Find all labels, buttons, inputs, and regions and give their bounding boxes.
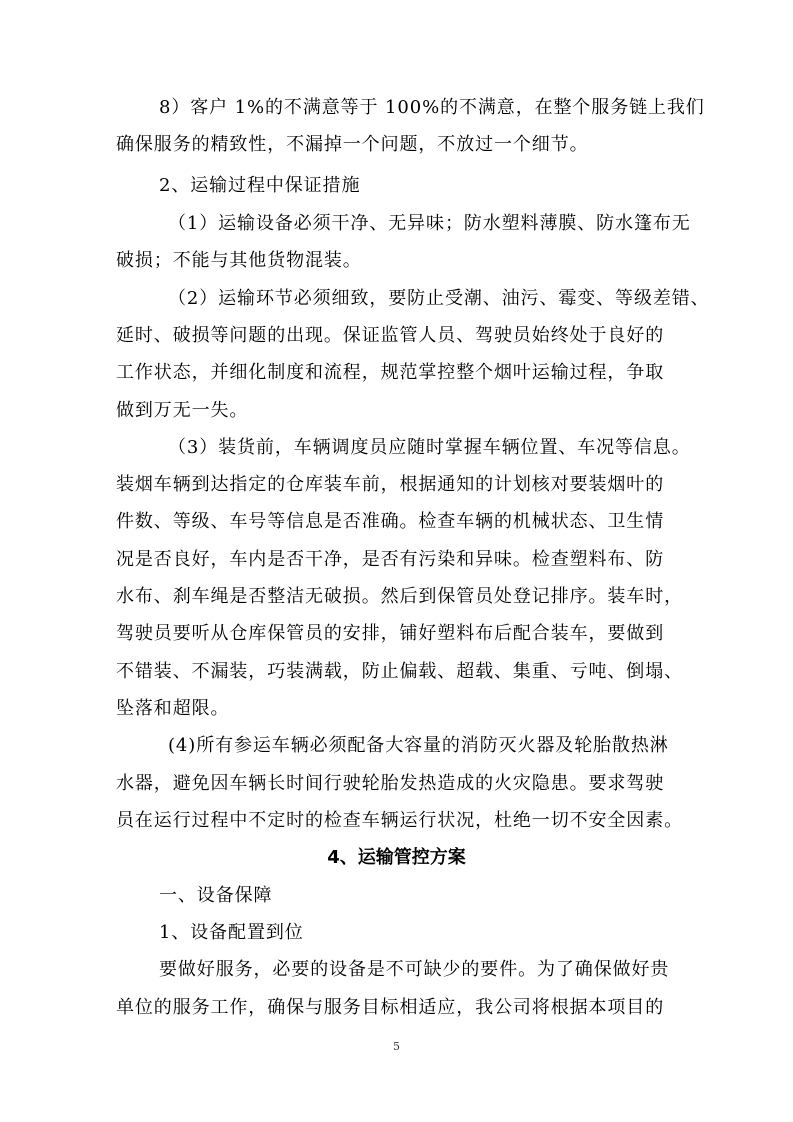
measure3-line-6: 驾驶员要听从仓库保管员的安排，铺好塑料布后配合装车，要做到 bbox=[116, 623, 665, 644]
item8-line-1: 8）客户 1%的不满意等于 100%的不满意，在整个服务链上我们 bbox=[159, 97, 705, 118]
page-number: 5 bbox=[393, 1040, 400, 1053]
measure1-line-2: 破损；不能与其他货物混装。 bbox=[116, 250, 362, 271]
measure4-line-3: 员在运行过程中不定时的检查车辆运行状况，杜绝一切不安全因素。 bbox=[116, 810, 683, 831]
section-heading-4: 4、运输管控方案 bbox=[327, 847, 466, 868]
sub1-title: 1、设备配置到位 bbox=[159, 922, 304, 943]
measure2-line-3: 工作状态，并细化制度和流程，规范掌控整个烟叶运输过程，争取 bbox=[116, 362, 665, 383]
measure3-line-7: 不错装、不漏装，巧装满载，防止偏载、超载、集重、亏吨、倒塌、 bbox=[116, 661, 683, 682]
measure2-line-2: 延时、破损等问题的出现。保证监管人员、驾驶员始终处于良好的 bbox=[116, 325, 665, 346]
measure3-line-3: 件数、等级、车号等信息是否准确。检查车辆的机械状态、卫生情 bbox=[116, 511, 665, 532]
measure2-line-1: （2）运输环节必须细致，要防止受潮、油污、霉变、等级差错、 bbox=[168, 288, 710, 309]
measure1-line-1: （1）运输设备必须干净、无异味；防水塑料薄膜、防水篷布无 bbox=[168, 213, 691, 234]
measure3-line-1: （3）装货前，车辆调度员应随时掌握车辆位置、车况等信息。 bbox=[168, 437, 691, 458]
item8-line-2: 确保服务的精致性，不漏掉一个问题，不放过一个细节。 bbox=[116, 134, 589, 155]
paragraph-line-2: 单位的服务工作，确保与服务目标相适应，我公司将根据本项目的 bbox=[116, 997, 665, 1018]
measure4-line-2: 水器，避免因车辆长时间行驶轮胎发热造成的火灾隐患。要求驾驶 bbox=[116, 773, 665, 794]
measure3-line-8: 坠落和超限。 bbox=[116, 698, 230, 719]
measure2-line-4: 做到万无一失。 bbox=[116, 400, 249, 421]
measure3-line-2: 装烟车辆到达指定的仓库装车前，根据通知的计划核对要装烟叶的 bbox=[116, 474, 665, 495]
measure4-line-1: (4)所有参运车辆必须配备大容量的消防灭火器及轮胎散热淋 bbox=[168, 735, 669, 756]
paragraph-line-1: 要做好服务，必要的设备是不可缺少的要件。为了确保做好贵 bbox=[159, 959, 670, 980]
part1-title: 一、设备保障 bbox=[159, 885, 273, 906]
section2-title: 2、运输过程中保证措施 bbox=[159, 175, 361, 196]
measure3-line-4: 况是否良好，车内是否干净，是否有污染和异味。检查塑料布、防 bbox=[116, 549, 665, 570]
measure3-line-5: 水布、刹车绳是否整洁无破损。然后到保管员处登记排序。装车时， bbox=[116, 586, 683, 607]
